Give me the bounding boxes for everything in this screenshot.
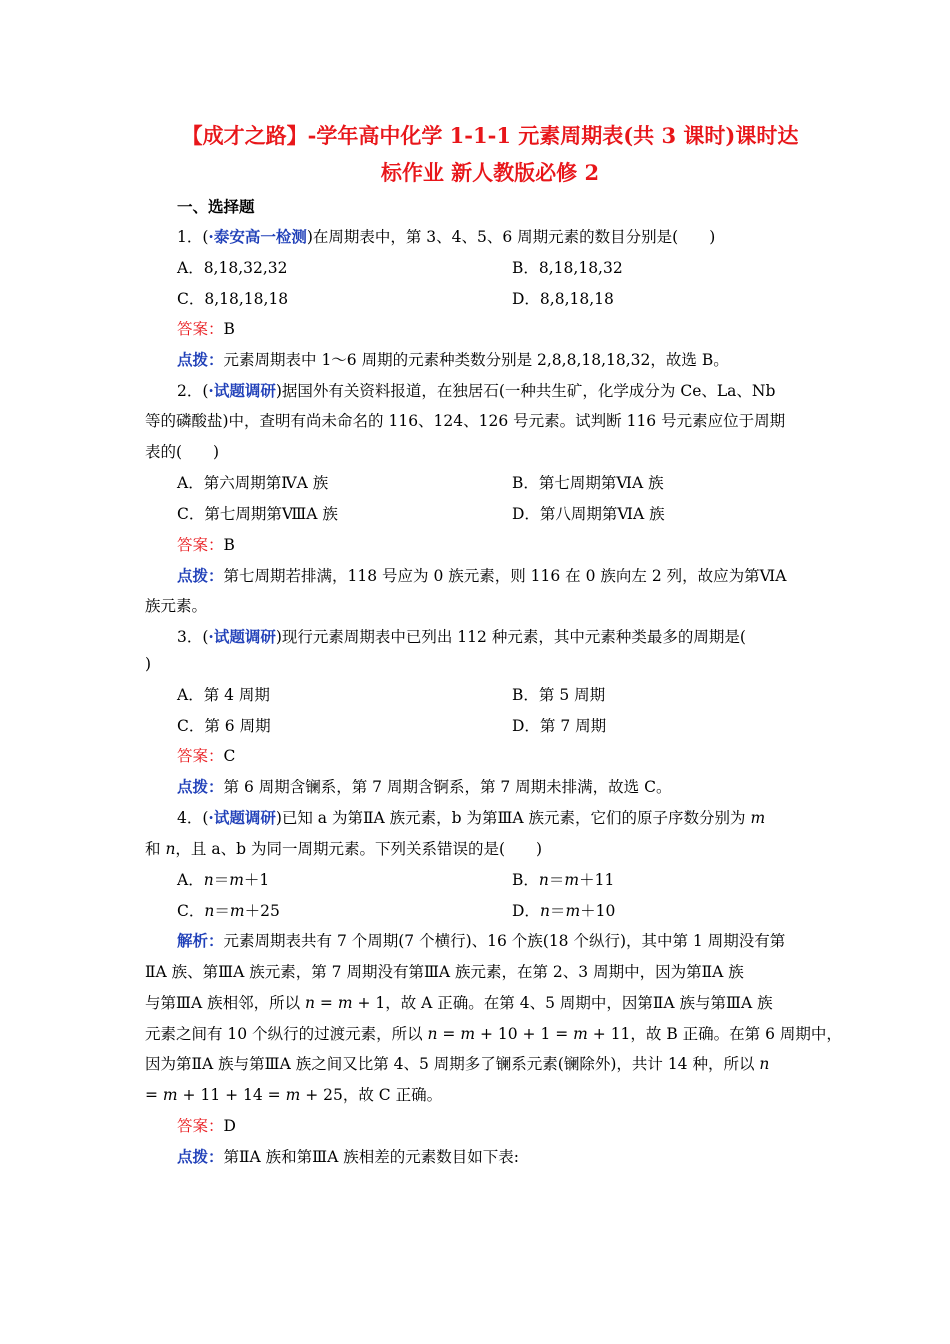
q4-analysis-line5: 因为第ⅡA 族与第ⅢA 族之间又比第 4、5 周期多了镧系元素(镧除外)，共计 14 种，所以 n	[145, 1055, 770, 1073]
q1-answer: 答案：B	[177, 320, 235, 338]
q4-analysis-line4: 元素之间有 10 个纵行的过渡元素，所以 n = m + 10 + 1 = m + 11，故 B 正确。在第 6 周期中，	[145, 1025, 842, 1043]
question-3-source: ·试题调研	[208, 627, 276, 646]
q1-hint: 点拨：元素周期表中 1～6 周期的元素种类数分别是 2,8,8,18,18,32，故选 B。	[177, 350, 729, 369]
question-2-stem-end: 表的( )	[145, 443, 220, 461]
question-2-stem-cont: 等的磷酸盐)中，查明有尚未命名的 116、124、126 号元素。试判断 116 号元素应位于周期	[145, 412, 786, 430]
q3-option-b: B．第 5 周期	[512, 686, 606, 704]
q3-hint: 点拨：第 6 周期含镧系，第 7 周期含锕系，第 7 周期未排满，故选 C。	[177, 777, 672, 796]
question-1-stem: 1．(·泰安高一检测)在周期表中，第 3、4、5、6 周期元素的数目分别是( )	[177, 227, 716, 246]
section-heading: 一、选择题	[177, 197, 255, 216]
q4-hint: 点拨：第ⅡA 族和第ⅢA 族相差的元素数目如下表:	[177, 1147, 519, 1166]
question-1-source: ·泰安高一检测	[208, 227, 307, 246]
q4-analysis: 解析：元素周期表共有 7 个周期(7 个横行)、16 个族(18 个纵行)，其中第 1 周期没有第	[177, 931, 786, 950]
q4-option-d: D．n＝m＋10	[512, 902, 616, 920]
q4-option-b: B．n＝m＋11	[512, 871, 615, 889]
q2-hint: 点拨：第七周期若排满，118 号应为 0 族元素，则 116 在 0 族向左 2 列，故应为第ⅥA	[177, 566, 787, 585]
q3-option-d: D．第 7 周期	[512, 717, 607, 735]
q2-option-a: A．第六周期第ⅣA 族	[177, 474, 329, 492]
q1-option-a: A．8,18,32,32	[177, 259, 288, 277]
question-3-stem: 3．(·试题调研)现行元素周期表中已列出 112 种元素，其中元素种类最多的周期是(	[177, 627, 746, 646]
q4-analysis-line2: ⅡA 族、第ⅢA 族元素，第 7 周期没有第ⅢA 族元素，在第 2、3 周期中，因为第ⅡA 族	[145, 963, 744, 981]
q2-option-b: B．第七周期第ⅥA 族	[512, 474, 664, 492]
question-2-source: ·试题调研	[208, 381, 276, 400]
q2-answer: 答案：B	[177, 536, 235, 554]
question-4-source: ·试题调研	[208, 808, 276, 827]
document-title-line2: 标作业 新人教版必修 2	[380, 160, 600, 185]
question-4-stem: 4．(·试题调研)已知 a 为第ⅡA 族元素，b 为第ⅢA 族元素，它们的原子序数分别为 m	[177, 808, 766, 827]
q2-option-c: C．第七周期第ⅧA 族	[177, 505, 338, 523]
q1-option-d: D．8,8,18,18	[512, 290, 614, 308]
q3-answer: 答案：C	[177, 747, 236, 765]
q2-option-d: D．第八周期第ⅥA 族	[512, 505, 665, 523]
q4-analysis-line3: 与第ⅢA 族相邻，所以 n = m + 1，故 A 正确。在第 4、5 周期中，因第ⅡA 族与第ⅢA 族	[145, 994, 773, 1012]
q2-hint-cont: 族元素。	[145, 597, 208, 615]
q4-option-c: C．n＝m＋25	[177, 902, 280, 920]
question-4-stem-cont: 和 n，且 a、b 为同一周期元素。下列关系错误的是( )	[145, 840, 543, 858]
question-3-stem-end: )	[145, 655, 152, 673]
q4-analysis-line6: = m + 11 + 14 = m + 25，故 C 正确。	[145, 1086, 443, 1104]
q4-answer: 答案：D	[177, 1117, 236, 1135]
question-2-stem: 2．(·试题调研)据国外有关资料报道，在独居石(一种共生矿，化学成分为 Ce、La、Nb	[177, 381, 776, 400]
q3-option-c: C．第 6 周期	[177, 717, 271, 735]
q1-option-b: B．8,18,18,32	[512, 259, 623, 277]
document-title-line1: 【成才之路】-学年高中化学 1-1-1 元素周期表(共 3 课时)课时达	[181, 123, 799, 148]
q4-option-a: A．n＝m＋1	[177, 871, 270, 889]
q1-option-c: C．8,18,18,18	[177, 290, 289, 308]
q3-option-a: A．第 4 周期	[177, 686, 270, 704]
